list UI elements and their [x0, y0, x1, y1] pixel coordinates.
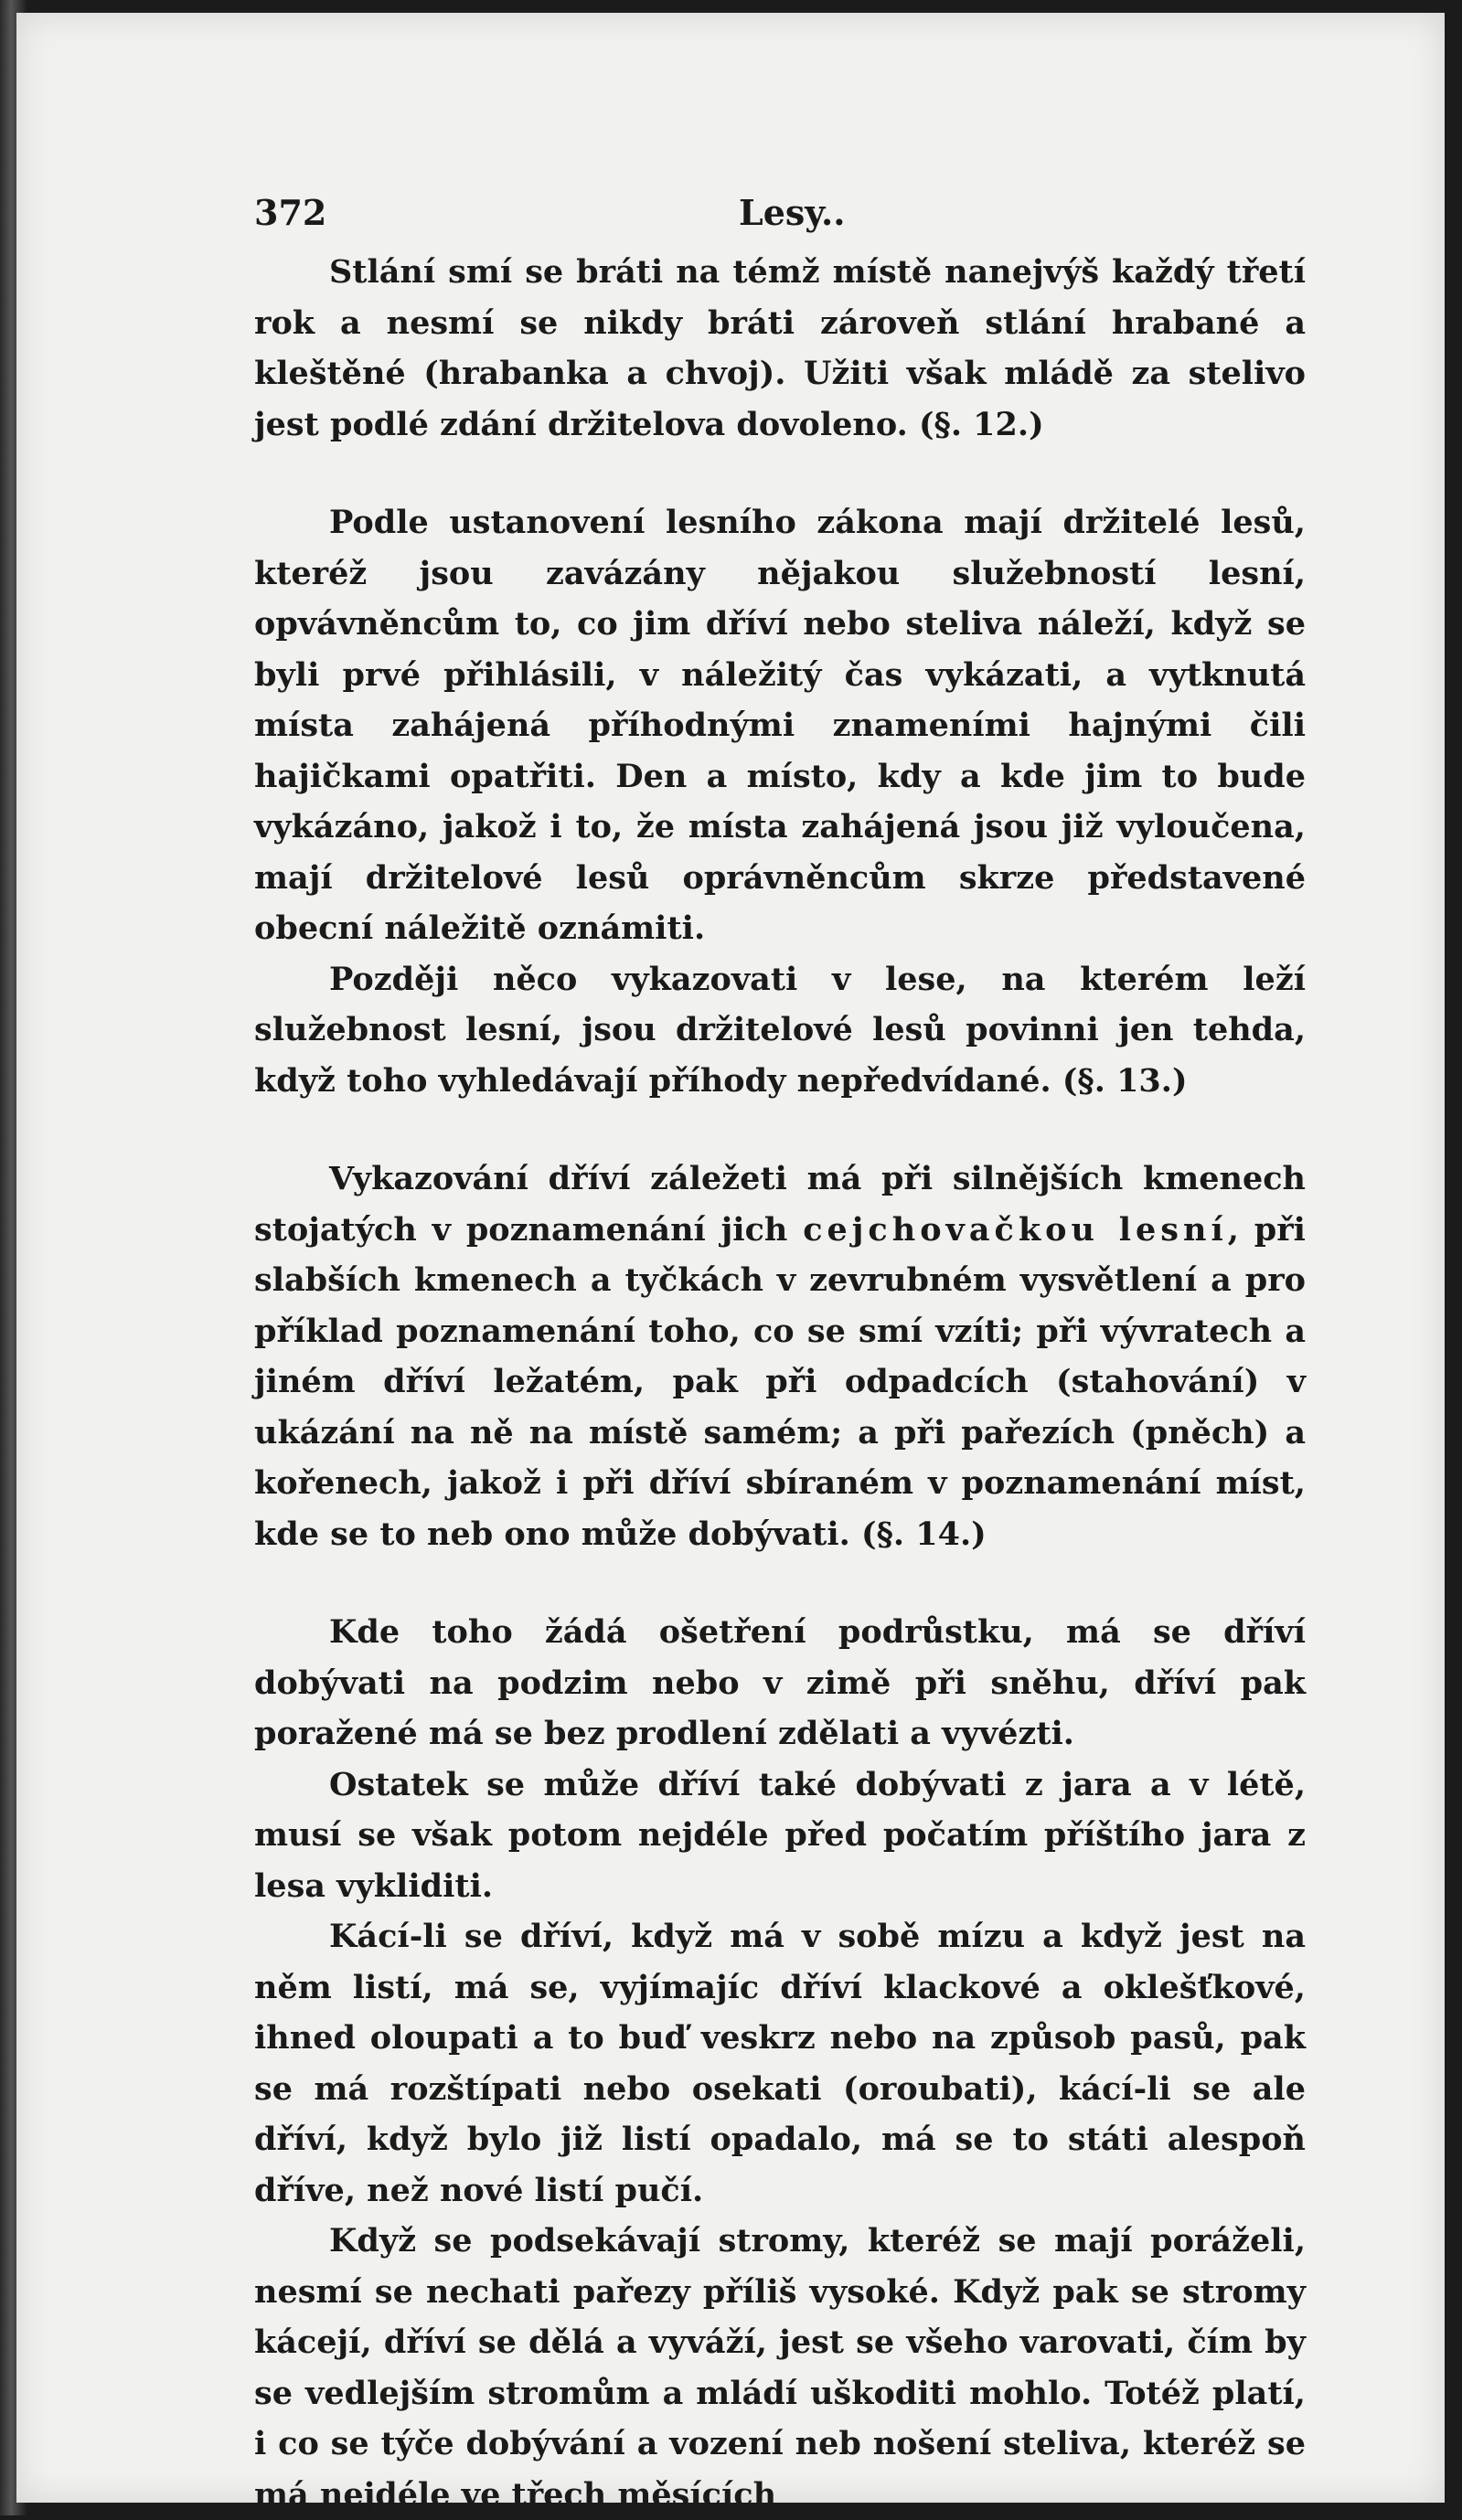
paragraph-stlani: Stlání smí se bráti na témž místě nanejvýš každý třetí rok a nesmí se nikdy bráti zároveň stlání hrabané a kleštěné (hrabanka a chvoj). Užiti však mládě za stelivo jest podlé zdání držitelova dovoleno. (§. 12.): [254, 253, 1306, 443]
paragraph-vykazovani-part1: Vykazování dříví záležeti má při silnějších kmenech stojatých v poznamenání jich: [254, 1160, 1306, 1249]
page-header: [254, 192, 1306, 247]
paragraph-pozdeji: Později něco vykazovati v lese, na kterém leží služebnost lesní, jsou držitelové lesů povinni jen tehda, když toho vyhledávají příhody nepředvídané. (§. 13.): [254, 960, 1306, 1100]
paragraph-kdyz-se: Když se podsekávají stromy, kteréž se mají poráželi, nesmí se nechati pařezy příliš vysoké. Když pak se stromy kácejí, dříví se dělá a vyváží, jest se všeho varovati, čím by se vedlejším stromům a mládí uškoditi mohlo. Totéž platí, i co se týče dobývání a vození neb nošení steliva, kteréž se má nejdéle ve třech měsících: [254, 2222, 1306, 2514]
document-page: [254, 192, 1306, 2520]
term-cejchovacka: cejchovačkou lesní: [803, 1210, 1228, 1249]
running-title: Lesy..: [739, 192, 846, 233]
paragraph-ustanoveni: Podle ustanovení lesního zákona mají držitelé lesů, kteréž jsou zavázány nějakou služebností lesní, opvávněncům to, co jim dříví nebo steliva náleží, když se byli prvé přihlásili, v náležitý čas vykázati, a vytknutá místa zahájená příhodnými znameními hajnými čili hajičkami opatřiti. Den a místo, kdy a kde jim to bude vykázáno, jakož i to, že místa zahájená jsou již vyloučena, mají držitelové lesů oprávněncům skrze představené obecní náležitě oznámiti.: [254, 504, 1306, 947]
paragraph-kaci-li: Kácí-li se dříví, když má v sobě mízu a když jest na něm listí, má se, vyjímajíc dříví klackové a oklešťkové, ihned oloupati a to buď veskrz nebo na způsob pasů, pak se má rozštípati nebo osekati (oroubati), kácí-li se ale dříví, když bylo již listí opadalo, má se to státi alespoň dříve, než nové listí pučí.: [254, 1918, 1306, 2209]
paragraph-vykazovani: [254, 1154, 1306, 1559]
paragraph-ostatek: Ostatek se může dříví také dobývati z jara a v létě, musí se však potom nejdéle před počatím příštího jara z lesa vykliditi.: [254, 1765, 1306, 1905]
paragraph-vykazovani-part2: , při slabších kmenech a tyčkách v zevrubném vysvětlení a pro příklad poznamenání toho, co se smí vzíti; při vývratech a jiném dříví ležatém, pak při odpadcích (stahování) v ukázání na ně na místě samém; a při pařezích (pněch) a kořenech, jakož i při dříví sbíraném v poznamenání míst, kde se to neb ono může dobývati. (§. 14.): [254, 1210, 1306, 1553]
page-number: 372: [254, 192, 327, 233]
paragraph-kde-toho: Kde toho žádá ošetření podrůstku, má se dříví dobývati na podzim nebo v zimě při sněhu, dříví pak poražené má se bez prodlení zdělati a vyvézti.: [254, 1613, 1306, 1752]
